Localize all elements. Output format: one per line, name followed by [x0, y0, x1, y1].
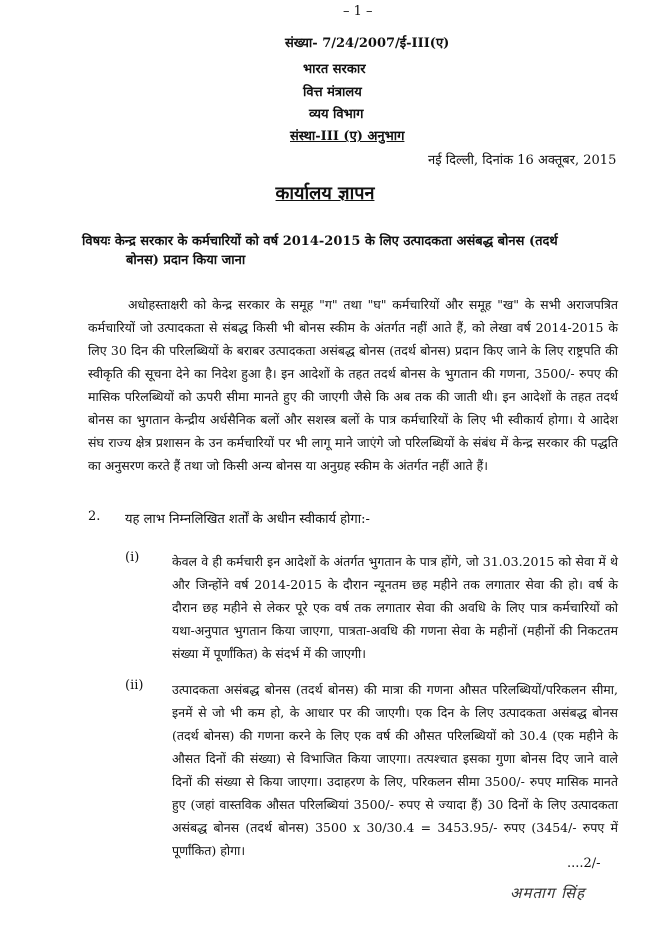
paragraph-2-number: 2.: [88, 509, 101, 524]
page-number: – 1 –: [343, 4, 373, 19]
subject-label: विषयः: [82, 234, 111, 249]
item-ii-text: उत्पादकता असंबद्ध बोनस (तदर्थ बोनस) की मात्रा की गणना औसत परिलब्धियों/परिकलन सीमा, इनमें से जो भी कम हो, के आधार पर की जाएगी। एक दिन के लिए उत्पादकता असंबद्ध बोनस (तदर्थ बोनस) की गणना करने के लिए एक वर्ष की औसत परिलब्धियों को 30.4 (एक महीने के औसत दिनों की संख्या) से विभाजित किया जाएगा। तत्पश्चात इसका गुणा बोनस दिए जाने वाले दिनों की संख्या से किया जाएगा। उदाहरण के लिए, परिकलन सीमा 3500/- रुपए मासिक मानते हुए (जहां वास्तविक औसत परिलब्धियां 3500/- रुपए से ज्यादा हैं) 30 दिनों के लिए उत्पादकता असंबद्ध बोनस (तदर्थ बोनस) 3500 x 30/30.4 = 3453.95/- रुपए (3454/- रुपए में पूर्णांकित) होगा।: [172, 682, 618, 858]
government-name: भारत सरकार: [303, 62, 366, 77]
item-i-marker: (i): [125, 550, 140, 565]
item-ii-marker: (ii): [125, 678, 144, 693]
date-line: नई दिल्ली, दिनांक 16 अक्तूबर, 2015: [428, 153, 617, 168]
paragraph-1: अधोहस्ताक्षरी को केन्द्र सरकार के समूह "ग" तथा "घ" कर्मचारियों और समूह "ख" के सभी अराजपत्रित कर्मचारियों जो उत्पादकता से संबद्ध किसी भी बोनस स्कीम के अंतर्गत नहीं आते हैं, को लेखा वर्ष 2014-2015 के लिए 30 दिन की परिलब्धियों के बराबर उत्पादकता असंबद्ध बोनस (तदर्थ बोनस) प्रदान किए जाने के लिए राष्ट्रपति की स्वीकृति की सूचना देने का निदेश हुआ है। इन आदेशों के तहत तदर्थ बोनस के भुगतान की गणना, 3500/- रुपए की मासिक परिलब्धियों को ऊपरी सीमा मानते हुए की जाएगी जैसे कि अब तक की जाती थी। इन आदेशों के तहत तदर्थ बोनस का भुगतान केन्द्रीय अर्धसैनिक बलों और सशस्त्र बलों के पात्र कर्मचारियों के लिए भी स्वीकार्य होगा। ये आदेश संघ राज्य क्षेत्र प्रशासन के उन कर्मचारियों पर भी लागू माने जाएंगे जो परिलब्धियों के संबंध में केन्द्र सरकार की पद्धति का अनुसरण करते हैं तथा जो किसी अन्य बोनस या अनुग्रह स्कीम के अंतर्गत नहीं आते हैं।: [88, 297, 618, 473]
signature: अमताग सिंह: [510, 884, 586, 902]
ministry-name: वित्त मंत्रालय: [303, 85, 362, 100]
subject-line-1: केन्द्र सरकार के कर्मचारियों को वर्ष 2014-2015 के लिए उत्पादकता असंबद्ध बोनस (तदर्थ: [114, 234, 558, 249]
document-title: कार्यालय ज्ञापन: [275, 183, 375, 204]
subject-block: [82, 232, 602, 270]
subject-line-2: बोनस) प्रदान किया जाना: [126, 253, 246, 268]
paragraph-2-intro: यह लाभ निम्नलिखित शर्तों के अधीन स्वीकार्य होगा:-: [125, 512, 370, 527]
section-name: संस्था-III (ए) अनुभाग: [290, 129, 405, 144]
department-name: व्यय विभाग: [309, 107, 364, 122]
continuation-marker: ....2/-: [567, 856, 601, 871]
reference-number: संख्या- 7/24/2007/ई-III(ए): [285, 36, 450, 51]
item-i-text: केवल वे ही कर्मचारी इन आदेशों के अंतर्गत भुगतान के पात्र होंगे, जो 31.03.2015 को सेवा में थे और जिन्होंने वर्ष 2014-2015 के दौरान न्यूनतम छह महीने तक लगातार सेवा की हो। वर्ष के दौरान छह महीने से लेकर पूरे एक वर्ष तक लगातार सेवा की अवधि के लिए पात्र कर्मचारियों को यथा-अनुपात भुगतान किया जाएगा, पात्रता-अवधि की गणना सेवा के महीनों (महीनों की निकटतम संख्या में पूर्णांकित) के संदर्भ में की जाएगी।: [172, 554, 618, 661]
